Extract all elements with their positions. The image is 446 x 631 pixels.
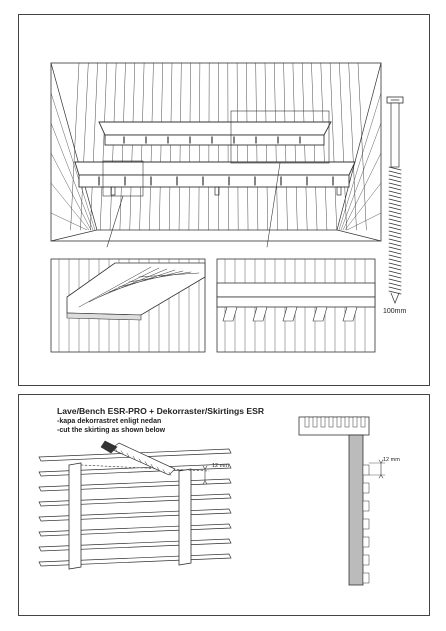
wall-plank-line xyxy=(274,63,277,230)
bench-slat xyxy=(39,524,231,536)
right-wall-plank xyxy=(347,213,381,230)
bench-slat xyxy=(39,494,231,506)
screw-thread xyxy=(389,223,401,226)
detail-left-bench xyxy=(67,263,205,315)
cut-dimension-left: 12 mm xyxy=(212,463,229,469)
bench-slat xyxy=(39,554,231,566)
screw-thread xyxy=(389,247,401,250)
lower-bench-front-rail xyxy=(79,175,349,187)
screw-thread xyxy=(389,239,401,242)
wall-plank-line xyxy=(330,63,337,230)
dimension-arrow-bottom-right xyxy=(379,475,383,478)
wall-plank-line xyxy=(312,63,318,230)
lower-bench-top xyxy=(75,162,355,175)
right-wall-plank xyxy=(339,93,381,230)
skirting-notch xyxy=(363,501,369,511)
profile-top-tooth xyxy=(361,417,365,427)
wall-plank-line xyxy=(71,63,79,230)
upper-bench-top xyxy=(99,122,331,135)
bench-support xyxy=(337,187,341,195)
skirting-notch xyxy=(363,483,369,493)
scene-frame xyxy=(51,63,381,241)
right-wall-plank xyxy=(345,183,381,230)
skirting-cut-instruction-panel xyxy=(18,394,430,616)
assembly-illustration-panel xyxy=(18,14,430,386)
wall-plank-line xyxy=(237,63,238,230)
screw-thread xyxy=(389,167,401,170)
profile-top-tooth xyxy=(321,417,325,427)
wall-plank-line xyxy=(302,63,307,230)
screw-thread xyxy=(389,175,401,178)
profile-top-tooth xyxy=(345,417,349,427)
skirting-notch xyxy=(363,465,369,475)
skirting-profile xyxy=(349,435,363,585)
wall-plank-line xyxy=(90,63,97,230)
right-wall-edge xyxy=(337,63,381,241)
wall-plank-line xyxy=(256,63,258,230)
screw-thread xyxy=(389,267,401,270)
screw-thread xyxy=(389,207,401,210)
wall-plank-line xyxy=(339,63,346,230)
upper-bench-front-rail xyxy=(105,135,324,145)
wall-plank-line xyxy=(179,63,181,230)
bench-slat xyxy=(39,479,231,491)
leader-left xyxy=(107,196,123,247)
screw-thread xyxy=(389,235,401,238)
wall-plank-line xyxy=(228,63,229,230)
profile-top-tooth xyxy=(329,417,333,427)
screw-thread xyxy=(389,251,401,254)
wall-plank-line xyxy=(159,63,162,230)
wall-plank-line xyxy=(246,63,248,230)
screw-thread xyxy=(389,227,401,230)
screw-thread xyxy=(389,199,401,202)
screw-thread xyxy=(389,183,401,186)
screw-thread xyxy=(389,215,401,218)
screw-thread xyxy=(389,279,401,282)
screw-thread xyxy=(389,187,401,190)
bench-slat xyxy=(39,464,231,476)
screw-thread xyxy=(389,203,401,206)
left-wall-plank xyxy=(51,213,87,230)
wall-plank-line xyxy=(130,63,135,230)
wall-plank-line xyxy=(199,63,200,230)
wall-plank-line xyxy=(189,63,191,230)
screw-thread xyxy=(389,191,401,194)
wall-plank-line xyxy=(265,63,268,230)
instruction-title: Lave/Bench ESR-PRO + Dekorraster/Skirtings ESR xyxy=(57,406,265,416)
profile-top-tooth xyxy=(353,417,357,427)
wall-plank-line xyxy=(140,63,144,230)
profile-top-board xyxy=(299,417,369,435)
screw-shank xyxy=(391,103,399,167)
profile-top-tooth xyxy=(305,417,309,427)
instruction-swedish: -kapa dekorrastret enligt nedan xyxy=(57,418,162,425)
cut-dimension-right: 12 mm xyxy=(383,457,400,463)
wall-plank-line xyxy=(209,63,210,230)
screw-thread xyxy=(389,263,401,266)
screw-thread xyxy=(389,287,401,290)
screw-thread xyxy=(389,219,401,222)
wall-plank-line xyxy=(169,63,172,230)
skirting-notch xyxy=(363,519,369,529)
bench-slat xyxy=(39,539,231,551)
screw-thread xyxy=(389,195,401,198)
wall-plank-line xyxy=(321,63,327,230)
detail-right-bench-rail xyxy=(217,283,375,297)
screw-length-label: 100mm xyxy=(383,308,407,315)
wall-plank-line xyxy=(120,63,126,230)
wall-plank-line xyxy=(149,63,153,230)
screw-thread xyxy=(389,243,401,246)
screw-tip xyxy=(391,293,399,303)
screw-thread xyxy=(389,179,401,182)
screw-thread xyxy=(389,171,401,174)
bench-end-board-right xyxy=(179,469,191,565)
detail-right-bench-lower xyxy=(217,297,375,307)
screw-thread xyxy=(389,291,401,294)
wall-plank-line xyxy=(110,63,116,230)
profile-top-tooth xyxy=(337,417,341,427)
wall-plank-line xyxy=(284,63,288,230)
screw-thread xyxy=(389,211,401,214)
skirting-notch xyxy=(363,555,369,565)
skirting-notch xyxy=(363,537,369,547)
left-wall-plank xyxy=(51,183,89,230)
left-wall-plank xyxy=(51,93,95,230)
bench-slat xyxy=(39,509,231,521)
screw-thread xyxy=(389,283,401,286)
screw-thread xyxy=(389,259,401,262)
saw-handle xyxy=(101,441,117,453)
wall-plank-line xyxy=(100,63,107,230)
screw-thread xyxy=(389,271,401,274)
profile-top-tooth xyxy=(313,417,317,427)
skirting-notch xyxy=(363,573,369,583)
sauna-bench-installation-drawing xyxy=(19,15,431,387)
screw-thread xyxy=(389,255,401,258)
screw-thread xyxy=(389,231,401,234)
wall-plank-line xyxy=(293,63,297,230)
bench-end-board-left xyxy=(69,463,81,569)
instruction-english: -cut the skirting as shown below xyxy=(57,427,166,434)
screw-thread xyxy=(389,275,401,278)
